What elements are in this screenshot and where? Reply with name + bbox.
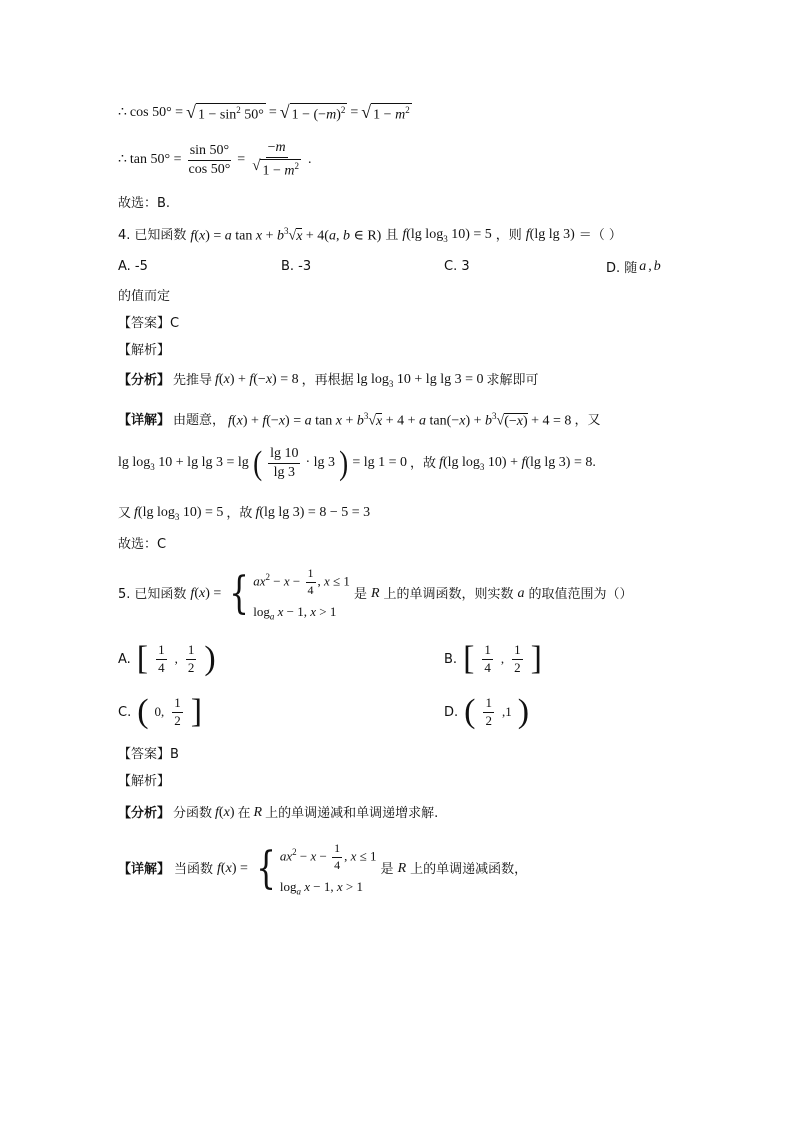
q5-answer: 【答案】B xyxy=(118,747,179,762)
q4-stem: 4. 已知函数 f(x) = a $\tan x + b^3√x + 4(a$, b ∈ R) 且 f(lg $\log_3 10) = 5$ ，则 f(lg lg 3) ＝（ ） xyxy=(118,226,622,244)
q5-xiangjie: 【详解】 当函数 f(x) = { $ax^2 - x$ − $\frac{1}{4}$ , x ≤ 1 $\log_a x - 1$, x > 1 是 R 上的单调递减函数， xyxy=(118,841,528,897)
q4-stem-prefix: 已知函数 xyxy=(134,227,187,243)
q4-fenxi: 【分析】 先推导 f(x) + f(−x) = 8 ，再根据 $\lg \log_3 10 + \lg \lg 3 = 0$ 求解即可 xyxy=(118,372,539,389)
q5-option-c: C. ( 0, 1 2 ] xyxy=(118,693,203,730)
q5-stem: 5. 已知函数 f(x) = { $ax^2 - x$ − $\frac{1}{4}$ , x ≤ 1 $\log_a x - 1$, x > 1 是 R 上的单调函数，则实数 a 的取值范围为（） xyxy=(118,566,633,622)
q5-analysis-label: 【解析】 xyxy=(118,774,171,789)
q5-fenxi: 【分析】 分函数 f(x) 在 R 上的单调递减和单调递增求解. xyxy=(118,805,439,821)
q4-xiangjie-line1: 【详解】 由题意， f(x) + f(−x) = a $\tan x + b^3√x + 4 + a$ $\tan(-x) + b^3√(-x) + 4 = 8$ ，又 xyxy=(118,411,601,429)
q4-xiangjie-line3: 又 f(lg $\log_3 10) = 5$ ，故 f(lg lg 3) = 8 − 5 = 3 xyxy=(118,505,371,522)
q4-xiangjie-line2: $\lg \log_3 10 + \lg \lg 3 = \lg$ ( lg 10 lg 3 · lg 3 ) = lg 1 = 0 ，故 f(lg $\log_3 10) + f(\lg$ lg 3) = 8. xyxy=(118,444,596,482)
q4-analysis-label: 【解析】 xyxy=(118,343,171,358)
q4-answer-value: C xyxy=(170,316,180,331)
q4-answer: 【答案】C xyxy=(118,316,180,331)
choose-b-line: 故选：B. xyxy=(118,196,171,211)
tan50-line: ∴ tan 50° = $\frac{\sin 50^\circ}{\cos 50^\circ}$ = −m √ $1 - m^2$ . xyxy=(118,140,312,179)
q4-option-c: C. 3 xyxy=(444,259,470,274)
q5-option-b: B. [ 1 4 , 1 2 ] xyxy=(444,640,542,677)
q4-option-d: D. 随 a , b xyxy=(606,258,661,276)
q5-option-d: D. ( 1 2 ,1 ) xyxy=(444,693,530,730)
q4-option-a: A. -5 xyxy=(118,259,148,274)
q4-choose: 故选：C xyxy=(118,537,167,552)
therefore-symbol-2: ∴ xyxy=(118,151,127,167)
q4-option-b: B. -3 xyxy=(281,259,312,274)
q4-number: 4. xyxy=(118,227,131,243)
q5-answer-value: B xyxy=(170,747,179,762)
therefore-symbol: ∴ xyxy=(118,105,127,121)
q4-option-d-cont: 的值而定 xyxy=(118,289,171,304)
cos50-line: ∴ cos 50° = √ $1 - \sin^2 50^\circ$ = √ $1 - (-m)^2$ = √ $1 - m^2$ xyxy=(118,102,410,123)
q5-number: 5. xyxy=(118,586,131,602)
q5-option-a: A. [ 1 4 , 1 2 ) xyxy=(118,640,216,677)
